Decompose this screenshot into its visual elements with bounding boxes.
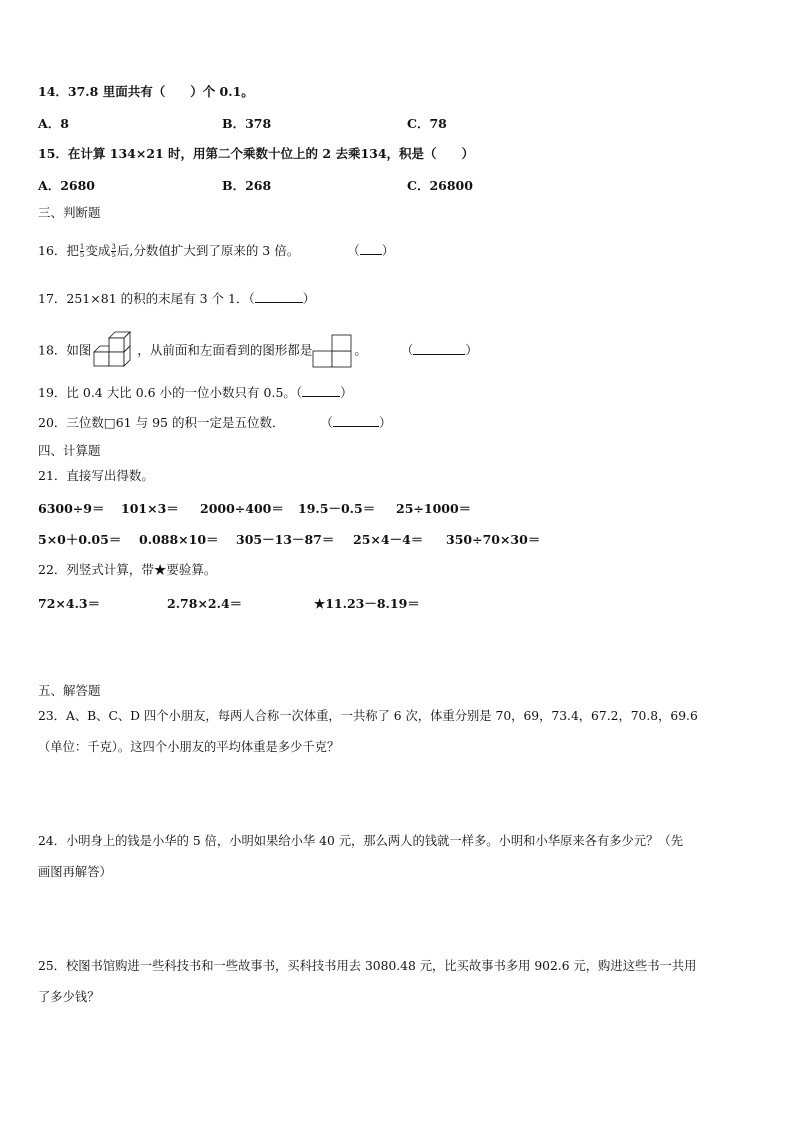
q21-r2-item-4: 25×4－4＝ xyxy=(353,532,424,547)
q18-answer-blank[interactable] xyxy=(413,342,465,355)
q14-option-c: C．78 xyxy=(407,116,447,131)
q19-answer-blank[interactable] xyxy=(302,384,340,397)
q14-option-a: A．8 xyxy=(38,116,69,131)
q19-text: 19．比 0.4 大比 0.6 小的一位小数只有 0.5。（ xyxy=(38,385,303,400)
question-22: 22．列竖式计算，带★要验算。 xyxy=(38,562,217,577)
question-21: 21．直接写出得数。 xyxy=(38,468,154,483)
q16-prefix: 16．把 xyxy=(38,243,79,258)
question-24-line-2: 画图再解答） xyxy=(38,865,112,879)
q18-paren-close: ） xyxy=(465,342,478,358)
question-17 xyxy=(38,290,315,308)
q21-r2-item-5: 350÷70×30＝ xyxy=(446,532,541,547)
q16-answer-blank[interactable] xyxy=(360,242,382,255)
q16-paren-open: （ xyxy=(347,243,360,258)
question-20 xyxy=(38,414,391,432)
q15-option-b: B．268 xyxy=(222,178,272,193)
question-25-line-2: 了多少钱？ xyxy=(38,990,100,1004)
question-16 xyxy=(38,242,394,260)
section-heading-calculation: 四、计算题 xyxy=(38,443,101,458)
q20-paren-open: （ xyxy=(320,415,333,430)
question-14: 14．37.8 里面共有（ ）个 0.1。 xyxy=(38,84,254,99)
q21-r1-item-4: 19.5－0.5＝ xyxy=(298,501,376,516)
q16-frac2-denominator: 5 xyxy=(111,251,116,259)
q21-r1-item-2: 101×3＝ xyxy=(121,501,179,516)
q16-paren-close: ） xyxy=(381,243,395,258)
q16-frac2-numerator: 3 xyxy=(111,243,116,251)
q22-item-3: ★11.23－8.19＝ xyxy=(314,596,420,611)
question-23-line-2: （单位：千克）。这四个小朋友的平均体重是多少千克？ xyxy=(38,740,340,754)
q15-option-a: A．2680 xyxy=(38,178,95,193)
question-23-line-1: 23．A、B、C、D 四个小朋友，每两人合称一次体重，一共称了 6 次，体重分别是 70，69，73.4，67.2，70.8，69.6 xyxy=(38,709,698,723)
q18-prefix: 18．如图 xyxy=(38,342,92,358)
q18-cube-figure xyxy=(91,330,137,372)
q22-item-2: 2.78×2.4＝ xyxy=(167,596,243,611)
q20-paren-close: ） xyxy=(378,415,392,430)
q21-r1-item-5: 25÷1000＝ xyxy=(396,501,472,516)
q15-option-c: C．26800 xyxy=(407,178,473,193)
q18-paren-open: （ xyxy=(400,342,414,358)
q22-item-1: 72×4.3＝ xyxy=(38,596,101,611)
q17-answer-blank[interactable] xyxy=(255,290,303,303)
q19-paren-close: ） xyxy=(340,385,353,400)
q16-fraction-1 xyxy=(80,244,84,259)
section-heading-judgement: 三、判断题 xyxy=(38,205,101,220)
q14-option-b: B．378 xyxy=(222,116,272,131)
q21-r2-item-2: 0.088×10＝ xyxy=(139,532,219,547)
question-24-line-1: 24．小明身上的钱是小华的 5 倍，小明如果给小华 40 元，那么两人的钱就一样多。小明和小华原来各有多少元？（先 xyxy=(38,834,684,848)
q21-r1-item-1: 6300÷9＝ xyxy=(38,501,105,516)
question-19 xyxy=(38,384,353,402)
section-heading-word-problems: 五、解答题 xyxy=(38,683,101,698)
question-15: 15．在计算 134×21 时，用第二个乘数十位上的 2 去乘134，积是（ ） xyxy=(38,146,475,161)
q20-text: 20．三位数□61 与 95 的积一定是五位数． xyxy=(38,415,285,430)
q20-answer-blank[interactable] xyxy=(333,414,379,427)
q17-paren-close: ） xyxy=(302,291,316,306)
q16-frac1-numerator: 1 xyxy=(79,243,85,251)
q18-suffix: 。 xyxy=(354,342,367,358)
q21-r2-item-3: 305－13－87＝ xyxy=(236,532,335,547)
q21-r2-item-1: 5×0＋0.05＝ xyxy=(38,532,122,547)
q16-suffix: 后,分数值扩大到了原来的 3 倍。 xyxy=(116,243,300,258)
q16-fraction-2 xyxy=(111,244,115,259)
q16-frac1-denominator: 5 xyxy=(79,251,85,259)
q16-middle: 变成 xyxy=(85,243,111,258)
question-18 xyxy=(38,330,478,372)
q17-text: 17．251×81 的积的末尾有 3 个 1．（ xyxy=(38,291,255,306)
question-25-line-1: 25．校图书馆购进一些科技书和一些故事书，买科技书用去 3080.48 元，比买故事书多用 902.6 元，购进这些书一共用 xyxy=(38,959,697,973)
q18-middle: ，从前面和左面看到的图形都是 xyxy=(137,342,313,358)
q18-view-figure xyxy=(312,334,354,368)
q21-r1-item-3: 2000÷400＝ xyxy=(200,501,284,516)
